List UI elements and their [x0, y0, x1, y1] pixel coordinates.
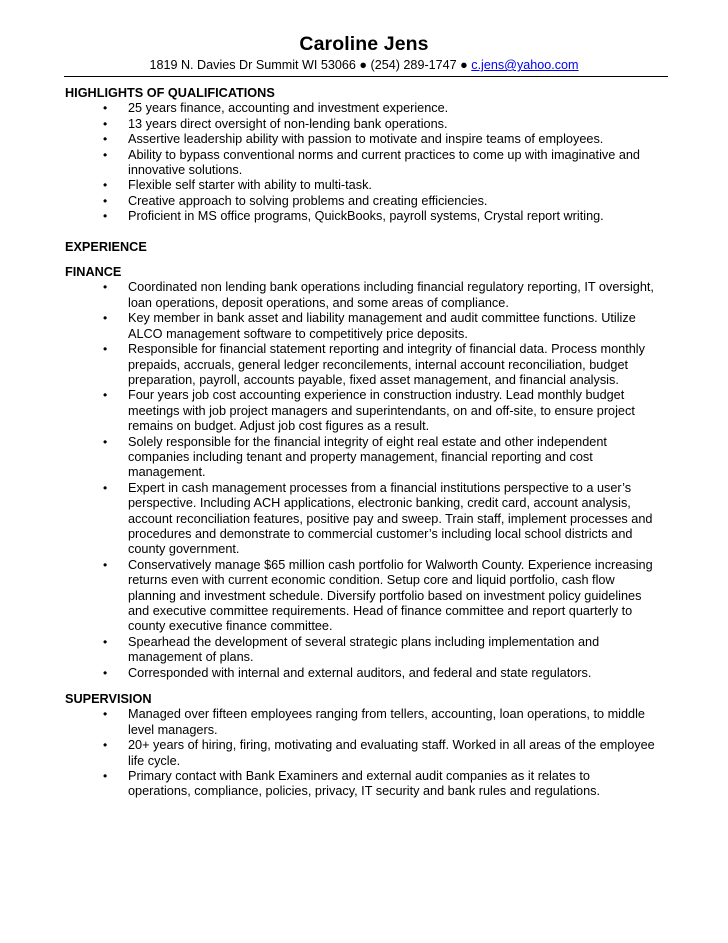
finance-heading: FINANCE [65, 265, 122, 280]
bullet-icon: • [103, 769, 108, 784]
finance-list [65, 280, 655, 681]
list-item [65, 178, 655, 193]
list-item [65, 117, 655, 132]
bullet-icon: • [103, 116, 108, 131]
bullet-icon: • [103, 480, 108, 495]
list-item-text: Primary contact with Bank Examiners and external audit companies as it relates to operations, compliance, policies, privacy, IT security and bank rules and regulations. [128, 769, 601, 799]
list-item [65, 342, 655, 388]
experience-heading: EXPERIENCE [65, 239, 147, 254]
bullet-icon: • [103, 634, 108, 649]
bullet-icon: • [103, 738, 108, 753]
list-item-text: Flexible self starter with ability to multi-task. [128, 178, 372, 193]
header-divider [64, 76, 668, 77]
bullet-icon: • [103, 280, 108, 295]
list-item [65, 148, 655, 179]
list-item-text: Coordinated non lending bank operations including financial regulatory reporting, IT oversight, loan operations, deposit operations, and some areas of compliance. [128, 280, 654, 310]
bullet-icon: • [103, 178, 108, 193]
qualifications-list [65, 101, 655, 224]
bullet-icon: • [103, 557, 108, 572]
list-item [65, 388, 655, 434]
list-item [65, 311, 655, 342]
list-item [65, 101, 655, 116]
bullet-icon: • [103, 147, 108, 162]
bullet-icon: • [103, 101, 108, 116]
bullet-icon: • [103, 342, 108, 357]
email-link[interactable]: c.jens@yahoo.com [471, 58, 579, 72]
list-item-text: 13 years direct oversight of non-lending bank operations. [128, 116, 448, 131]
list-item-text: Assertive leadership ability with passion to motivate and inspire teams of employees. [128, 132, 604, 147]
separator-dot: ● [460, 58, 468, 72]
list-item-text: Expert in cash management processes from a financial institutions perspective to a user’s perspective. Including ACH applications, electronic banking, credit card, account analysis, account reconciliation features, positive pay and sweep. Train staff, implement processes and procedures and demonstrate to commercial customer’s including local school districts and county government. [128, 480, 653, 557]
supervision-list [65, 707, 655, 799]
list-item-text: 20+ years of hiring, firing, motivating and evaluating staff. Worked in all areas of the employee life cycle. [128, 738, 655, 768]
list-item [65, 738, 655, 769]
list-item [65, 635, 655, 666]
supervision-heading: SUPERVISION [65, 692, 152, 707]
separator-dot: ● [359, 58, 368, 72]
list-item-text: Solely responsible for the financial integrity of eight real estate and other independent companies including tenant and property management, financial reporting and cost management. [128, 434, 607, 480]
bullet-icon: • [103, 311, 108, 326]
list-item-text: Key member in bank asset and liability management and audit committee functions. Utilize ALCO management software to competitively price deposits. [128, 311, 636, 341]
address: 1819 N. Davies Dr Summit WI 53066 [149, 58, 356, 72]
list-item [65, 194, 655, 209]
list-item-text: Corresponded with internal and external auditors, and federal and state regulators. [128, 665, 592, 680]
qualifications-heading: HIGHLIGHTS OF QUALIFICATIONS [65, 86, 275, 100]
list-item [65, 666, 655, 681]
list-item-text: Managed over fifteen employees ranging from tellers, accounting, loan operations, to middle level managers. [128, 707, 645, 737]
phone-number: (254) 289-1747 [370, 58, 457, 72]
bullet-icon: • [103, 209, 108, 224]
list-item [65, 769, 655, 800]
list-item [65, 558, 655, 635]
list-item-text: Ability to bypass conventional norms and current practices to come up with imaginative and innovative solutions. [128, 147, 640, 178]
bullet-icon: • [103, 193, 108, 208]
list-item [65, 707, 655, 738]
list-item [65, 435, 655, 481]
contact-line [0, 57, 728, 73]
bullet-icon: • [103, 388, 108, 403]
list-item-text: Four years job cost accounting experience in construction industry. Lead monthly budget meetings with job project managers and superintendants, on and off-site, to ensure project remains on budget. Adjust job cost figures as a result. [128, 388, 635, 434]
bullet-icon: • [103, 434, 108, 449]
resume-body [65, 86, 655, 800]
bullet-icon: • [103, 665, 108, 680]
list-item-text: Conservatively manage $65 million cash portfolio for Walworth County. Experience increasing returns even with current economic condition. Setup core and liquid portfolio, cash flow planning and investment schedule. Diversify portfolio based on investment policy guidelines and executive committee requirements. Head of finance committee and report quarterly to county executive finance committee. [128, 557, 653, 634]
list-item-text: Responsible for financial statement reporting and integrity of financial data. Process monthly prepaids, accruals, general ledger reconcilements, internal account reconciliation, budget preparation, payroll, accounts payable, fixed asset management, and financial analysis. [128, 342, 645, 387]
bullet-icon: • [103, 132, 108, 147]
list-item-text: Spearhead the development of several strategic plans including implementation and management of plans. [128, 634, 600, 665]
list-item-text: Creative approach to solving problems and creating efficiencies. [128, 193, 488, 208]
list-item [65, 132, 655, 147]
bullet-icon: • [103, 707, 108, 722]
list-item [65, 280, 655, 311]
list-item-text: 25 years finance, accounting and investment experience. [128, 101, 449, 116]
list-item [65, 209, 655, 224]
list-item [65, 481, 655, 558]
candidate-name: Caroline Jens [299, 33, 429, 55]
list-item-text: Proficient in MS office programs, QuickBooks, payroll systems, Crystal report writing. [128, 209, 604, 224]
